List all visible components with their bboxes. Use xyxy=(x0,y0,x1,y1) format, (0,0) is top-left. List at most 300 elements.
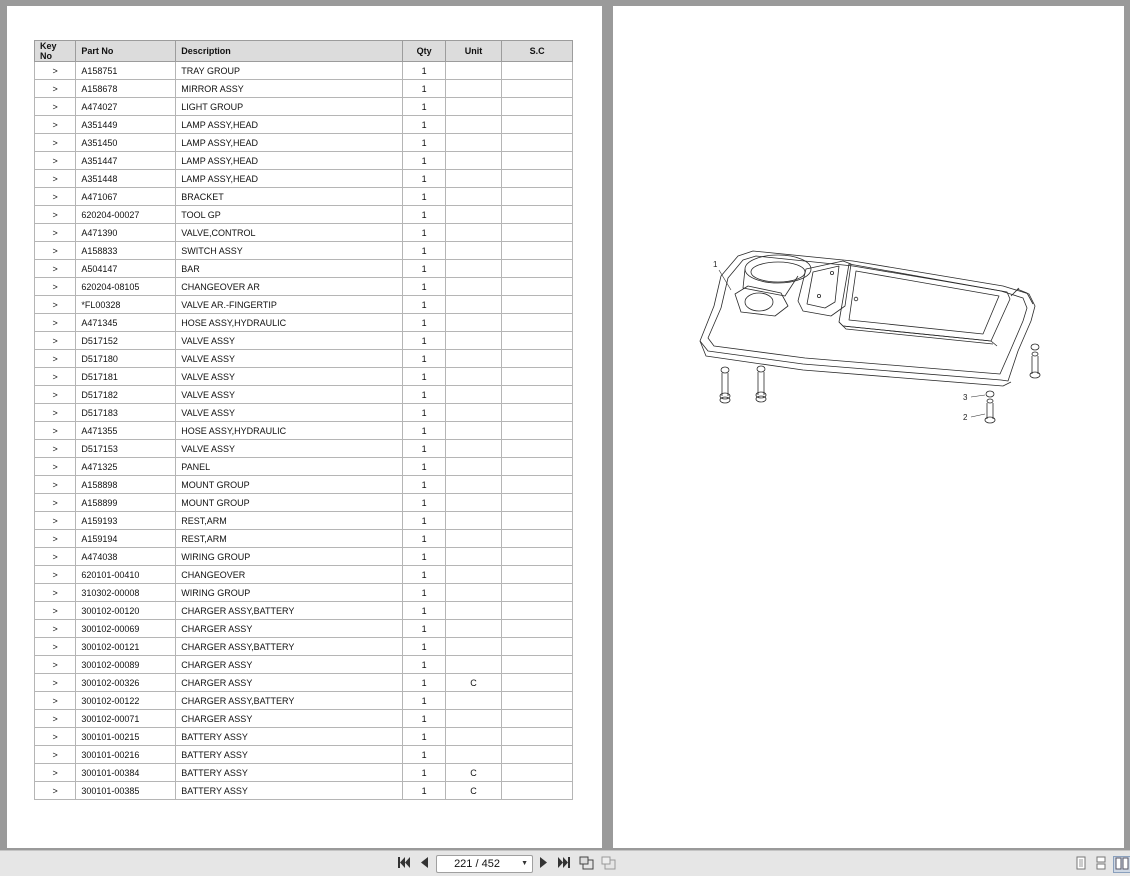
table-row xyxy=(35,764,573,782)
cell-key-no: > xyxy=(35,386,76,404)
cell-part-no: 620204-00027 xyxy=(76,206,176,224)
chevron-down-icon: ▼ xyxy=(521,860,528,867)
continuous-view-icon[interactable] xyxy=(1094,856,1108,871)
cell-qty: 1 xyxy=(403,476,445,494)
cell-unit xyxy=(445,548,502,566)
cell-sc xyxy=(502,422,573,440)
table-row xyxy=(35,584,573,602)
header-key-no: Key No xyxy=(35,41,76,62)
table-row xyxy=(35,512,573,530)
cell-unit xyxy=(445,152,502,170)
cell-unit xyxy=(445,512,502,530)
cell-part-no: 300101-00215 xyxy=(76,728,176,746)
cell-key-no: > xyxy=(35,764,76,782)
cell-key-no: > xyxy=(35,98,76,116)
cell-key-no: > xyxy=(35,296,76,314)
cell-part-no: 300102-00071 xyxy=(76,710,176,728)
cell-description: CHARGER ASSY xyxy=(176,710,403,728)
cell-qty: 1 xyxy=(403,422,445,440)
prev-page-icon[interactable] xyxy=(417,856,431,871)
table-row xyxy=(35,278,573,296)
cell-part-no: A471345 xyxy=(76,314,176,332)
cell-key-no: > xyxy=(35,206,76,224)
cell-unit xyxy=(445,80,502,98)
cell-description: VALVE ASSY xyxy=(176,332,403,350)
cell-part-no: A474038 xyxy=(76,548,176,566)
cell-qty: 1 xyxy=(403,404,445,422)
cell-key-no: > xyxy=(35,368,76,386)
table-row xyxy=(35,206,573,224)
cell-description: CHANGEOVER xyxy=(176,566,403,584)
cell-key-no: > xyxy=(35,116,76,134)
cell-key-no: > xyxy=(35,242,76,260)
cell-key-no: > xyxy=(35,656,76,674)
two-page-view-icon[interactable] xyxy=(1113,856,1130,873)
cell-part-no: D517152 xyxy=(76,332,176,350)
cell-part-no: D517181 xyxy=(76,368,176,386)
cell-unit xyxy=(445,116,502,134)
cell-unit: C xyxy=(445,782,502,800)
cell-sc xyxy=(502,260,573,278)
table-row xyxy=(35,476,573,494)
cell-part-no: A351447 xyxy=(76,152,176,170)
tray-inner-rim xyxy=(708,256,1027,374)
cell-description: VALVE ASSY xyxy=(176,350,403,368)
table-row xyxy=(35,152,573,170)
cell-sc xyxy=(502,728,573,746)
viewer-toolbar xyxy=(0,850,1130,876)
cell-sc xyxy=(502,206,573,224)
cell-description: BATTERY ASSY xyxy=(176,782,403,800)
cell-sc xyxy=(502,584,573,602)
cell-description: LIGHT GROUP xyxy=(176,98,403,116)
cell-unit xyxy=(445,584,502,602)
table-row xyxy=(35,548,573,566)
cell-qty: 1 xyxy=(403,764,445,782)
cell-sc xyxy=(502,62,573,80)
cell-key-no: > xyxy=(35,548,76,566)
cell-unit xyxy=(445,530,502,548)
cell-key-no: > xyxy=(35,332,76,350)
table-row xyxy=(35,386,573,404)
cell-qty: 1 xyxy=(403,224,445,242)
cell-sc xyxy=(502,602,573,620)
callout-label-1: 1 xyxy=(713,260,718,269)
page-number-select[interactable] xyxy=(436,855,533,873)
cell-description: TRAY GROUP xyxy=(176,62,403,80)
cell-unit xyxy=(445,134,502,152)
header-description: Description xyxy=(176,41,403,62)
cell-qty: 1 xyxy=(403,296,445,314)
cell-sc xyxy=(502,80,573,98)
table-row xyxy=(35,656,573,674)
table-row xyxy=(35,620,573,638)
table-row xyxy=(35,116,573,134)
cell-key-no: > xyxy=(35,422,76,440)
table-row xyxy=(35,368,573,386)
table-row xyxy=(35,638,573,656)
cell-description: BAR xyxy=(176,260,403,278)
table-row xyxy=(35,566,573,584)
cell-qty: 1 xyxy=(403,746,445,764)
cell-sc xyxy=(502,314,573,332)
cell-description: VALVE ASSY xyxy=(176,440,403,458)
cell-key-no: > xyxy=(35,278,76,296)
cell-key-no: > xyxy=(35,728,76,746)
tray-compartment xyxy=(839,264,1010,341)
round-recess xyxy=(745,293,773,311)
cell-qty: 1 xyxy=(403,206,445,224)
cell-unit xyxy=(445,386,502,404)
cell-description: VALVE AR.-FINGERTIP xyxy=(176,296,403,314)
cell-qty: 1 xyxy=(403,80,445,98)
cell-part-no: 310302-00008 xyxy=(76,584,176,602)
cell-unit xyxy=(445,710,502,728)
cell-key-no: > xyxy=(35,602,76,620)
cell-key-no: > xyxy=(35,692,76,710)
cell-unit xyxy=(445,260,502,278)
cell-qty: 1 xyxy=(403,116,445,134)
cell-key-no: > xyxy=(35,260,76,278)
cell-sc xyxy=(502,278,573,296)
cell-part-no: A158898 xyxy=(76,476,176,494)
cell-key-no: > xyxy=(35,494,76,512)
cell-qty: 1 xyxy=(403,350,445,368)
cell-part-no: *FL00328 xyxy=(76,296,176,314)
cell-description: VALVE ASSY xyxy=(176,404,403,422)
rotate-icon[interactable] xyxy=(578,856,594,871)
cell-sc xyxy=(502,170,573,188)
cell-sc xyxy=(502,530,573,548)
cell-unit xyxy=(445,98,502,116)
cell-qty: 1 xyxy=(403,152,445,170)
cell-description: BRACKET xyxy=(176,188,403,206)
right-page xyxy=(613,6,1124,848)
cell-description: MIRROR ASSY xyxy=(176,80,403,98)
cell-sc xyxy=(502,710,573,728)
cell-unit xyxy=(445,602,502,620)
first-page-icon[interactable] xyxy=(396,856,412,871)
header-sc: S.C xyxy=(502,41,573,62)
cell-qty: 1 xyxy=(403,620,445,638)
cell-unit xyxy=(445,458,502,476)
cell-description: CHARGER ASSY xyxy=(176,620,403,638)
cell-sc xyxy=(502,368,573,386)
cup-holder xyxy=(745,255,811,283)
cell-sc xyxy=(502,404,573,422)
cell-description: BATTERY ASSY xyxy=(176,764,403,782)
cell-part-no: A471355 xyxy=(76,422,176,440)
table-row xyxy=(35,296,573,314)
cell-description: MOUNT GROUP xyxy=(176,494,403,512)
cell-qty: 1 xyxy=(403,368,445,386)
table-row xyxy=(35,746,573,764)
cell-description: BATTERY ASSY xyxy=(176,728,403,746)
cell-unit xyxy=(445,242,502,260)
cell-key-no: > xyxy=(35,530,76,548)
exploded-parts-diagram xyxy=(613,6,1124,848)
table-row xyxy=(35,242,573,260)
cell-qty: 1 xyxy=(403,728,445,746)
cell-part-no: 620204-08105 xyxy=(76,278,176,296)
cell-unit xyxy=(445,494,502,512)
cell-description: LAMP ASSY,HEAD xyxy=(176,134,403,152)
cell-sc xyxy=(502,476,573,494)
cell-key-no: > xyxy=(35,512,76,530)
table-row xyxy=(35,80,573,98)
cell-description: BATTERY ASSY xyxy=(176,746,403,764)
cell-part-no: 300101-00216 xyxy=(76,746,176,764)
parts-table xyxy=(34,40,573,800)
cell-unit: C xyxy=(445,764,502,782)
cell-sc xyxy=(502,692,573,710)
cell-sc xyxy=(502,242,573,260)
cell-qty: 1 xyxy=(403,584,445,602)
cell-sc xyxy=(502,386,573,404)
cell-sc xyxy=(502,494,573,512)
cell-qty: 1 xyxy=(403,458,445,476)
cell-qty: 1 xyxy=(403,782,445,800)
table-row xyxy=(35,692,573,710)
cell-unit xyxy=(445,746,502,764)
cell-unit xyxy=(445,368,502,386)
table-row xyxy=(35,404,573,422)
cell-description: REST,ARM xyxy=(176,530,403,548)
cell-part-no: D517180 xyxy=(76,350,176,368)
table-row xyxy=(35,458,573,476)
bolt-left xyxy=(720,367,730,403)
cell-key-no: > xyxy=(35,782,76,800)
cell-sc xyxy=(502,782,573,800)
cell-qty: 1 xyxy=(403,674,445,692)
bolt-right-bottom xyxy=(985,391,995,423)
left-page xyxy=(7,6,602,848)
cell-unit xyxy=(445,476,502,494)
cell-key-no: > xyxy=(35,404,76,422)
cell-part-no: A158678 xyxy=(76,80,176,98)
cell-unit xyxy=(445,728,502,746)
cell-part-no: 300102-00326 xyxy=(76,674,176,692)
cell-key-no: > xyxy=(35,710,76,728)
table-row xyxy=(35,530,573,548)
header-part-no: Part No xyxy=(76,41,176,62)
table-row xyxy=(35,728,573,746)
cell-sc xyxy=(502,350,573,368)
cell-sc xyxy=(502,134,573,152)
cell-qty: 1 xyxy=(403,494,445,512)
cell-unit xyxy=(445,296,502,314)
cell-qty: 1 xyxy=(403,602,445,620)
cell-part-no: 620101-00410 xyxy=(76,566,176,584)
cell-part-no: A351450 xyxy=(76,134,176,152)
cell-sc xyxy=(502,332,573,350)
cell-qty: 1 xyxy=(403,566,445,584)
cell-sc xyxy=(502,296,573,314)
cell-description: CHARGER ASSY xyxy=(176,674,403,692)
cell-description: VALVE ASSY xyxy=(176,386,403,404)
cell-description: CHARGER ASSY,BATTERY xyxy=(176,692,403,710)
cell-key-no: > xyxy=(35,440,76,458)
tray-base-line xyxy=(700,341,1011,386)
cell-description: VALVE,CONTROL xyxy=(176,224,403,242)
cell-qty: 1 xyxy=(403,386,445,404)
cell-description: WIRING GROUP xyxy=(176,584,403,602)
cell-unit xyxy=(445,620,502,638)
cell-description: LAMP ASSY,HEAD xyxy=(176,152,403,170)
cell-unit xyxy=(445,692,502,710)
cell-qty: 1 xyxy=(403,548,445,566)
cell-description: LAMP ASSY,HEAD xyxy=(176,116,403,134)
cell-part-no: 300101-00384 xyxy=(76,764,176,782)
cell-part-no: A158833 xyxy=(76,242,176,260)
cell-part-no: A471067 xyxy=(76,188,176,206)
cell-unit xyxy=(445,170,502,188)
bolt-center xyxy=(756,366,766,402)
cell-part-no: A158751 xyxy=(76,62,176,80)
cell-qty: 1 xyxy=(403,260,445,278)
table-row xyxy=(35,98,573,116)
table-row xyxy=(35,332,573,350)
cell-key-no: > xyxy=(35,746,76,764)
cell-unit xyxy=(445,638,502,656)
cell-part-no: 300102-00069 xyxy=(76,620,176,638)
cell-sc xyxy=(502,152,573,170)
cell-part-no: A159194 xyxy=(76,530,176,548)
table-row xyxy=(35,62,573,80)
cell-qty: 1 xyxy=(403,332,445,350)
table-row xyxy=(35,710,573,728)
cell-unit xyxy=(445,404,502,422)
header-unit: Unit xyxy=(445,41,502,62)
cell-description: CHARGER ASSY,BATTERY xyxy=(176,602,403,620)
cell-key-no: > xyxy=(35,152,76,170)
cell-unit xyxy=(445,332,502,350)
cell-description: SWITCH ASSY xyxy=(176,242,403,260)
table-row xyxy=(35,440,573,458)
cell-part-no: D517183 xyxy=(76,404,176,422)
cell-key-no: > xyxy=(35,638,76,656)
cell-qty: 1 xyxy=(403,62,445,80)
cell-part-no: A158899 xyxy=(76,494,176,512)
single-page-view-icon[interactable] xyxy=(1074,856,1088,871)
table-row xyxy=(35,314,573,332)
cell-sc xyxy=(502,440,573,458)
last-page-icon[interactable] xyxy=(556,856,572,871)
table-header-row xyxy=(35,41,573,62)
cell-qty: 1 xyxy=(403,512,445,530)
cell-sc xyxy=(502,548,573,566)
table-row xyxy=(35,224,573,242)
cell-part-no: 300102-00121 xyxy=(76,638,176,656)
cell-key-no: > xyxy=(35,566,76,584)
bolt-right-top xyxy=(1030,344,1040,378)
cell-key-no: > xyxy=(35,62,76,80)
cell-sc xyxy=(502,746,573,764)
table-row xyxy=(35,260,573,278)
cell-key-no: > xyxy=(35,80,76,98)
cell-qty: 1 xyxy=(403,692,445,710)
cell-key-no: > xyxy=(35,224,76,242)
cell-qty: 1 xyxy=(403,314,445,332)
cell-key-no: > xyxy=(35,170,76,188)
cell-unit xyxy=(445,62,502,80)
cell-qty: 1 xyxy=(403,242,445,260)
cell-description: VALVE ASSY xyxy=(176,368,403,386)
cell-sc xyxy=(502,512,573,530)
cell-key-no: > xyxy=(35,134,76,152)
cell-key-no: > xyxy=(35,674,76,692)
cell-key-no: > xyxy=(35,350,76,368)
callout-label-2: 2 xyxy=(963,413,968,422)
cell-part-no: A351448 xyxy=(76,170,176,188)
callout-label-3: 3 xyxy=(963,393,968,402)
cell-description: MOUNT GROUP xyxy=(176,476,403,494)
cell-sc xyxy=(502,458,573,476)
tray-outline xyxy=(700,251,1035,381)
cell-description: CHARGER ASSY xyxy=(176,656,403,674)
cell-unit xyxy=(445,566,502,584)
page-indicator: 221 / 452 xyxy=(454,858,500,870)
table-row xyxy=(35,134,573,152)
cell-sc xyxy=(502,116,573,134)
table-row xyxy=(35,602,573,620)
cell-description: LAMP ASSY,HEAD xyxy=(176,170,403,188)
cell-part-no: A471325 xyxy=(76,458,176,476)
cell-key-no: > xyxy=(35,314,76,332)
split-icon[interactable] xyxy=(600,856,616,871)
cell-unit xyxy=(445,422,502,440)
cell-sc xyxy=(502,656,573,674)
header-qty: Qty xyxy=(403,41,445,62)
cell-qty: 1 xyxy=(403,530,445,548)
cell-qty: 1 xyxy=(403,98,445,116)
cell-sc xyxy=(502,98,573,116)
cell-sc xyxy=(502,764,573,782)
cell-qty: 1 xyxy=(403,440,445,458)
cell-part-no: D517153 xyxy=(76,440,176,458)
cell-description: REST,ARM xyxy=(176,512,403,530)
table-row xyxy=(35,350,573,368)
cell-description: WIRING GROUP xyxy=(176,548,403,566)
cell-unit xyxy=(445,188,502,206)
cell-sc xyxy=(502,188,573,206)
cell-part-no: A159193 xyxy=(76,512,176,530)
cell-description: PANEL xyxy=(176,458,403,476)
cell-unit xyxy=(445,656,502,674)
table-row xyxy=(35,188,573,206)
table-row xyxy=(35,422,573,440)
cell-key-no: > xyxy=(35,458,76,476)
next-page-icon[interactable] xyxy=(537,856,551,871)
cell-part-no: A474027 xyxy=(76,98,176,116)
cell-key-no: > xyxy=(35,620,76,638)
cell-part-no: 300101-00385 xyxy=(76,782,176,800)
table-row xyxy=(35,674,573,692)
cell-part-no: 300102-00089 xyxy=(76,656,176,674)
cell-description: CHARGER ASSY,BATTERY xyxy=(176,638,403,656)
cell-unit xyxy=(445,278,502,296)
cell-unit xyxy=(445,206,502,224)
cell-qty: 1 xyxy=(403,656,445,674)
cell-description: HOSE ASSY,HYDRAULIC xyxy=(176,314,403,332)
table-row xyxy=(35,494,573,512)
cell-qty: 1 xyxy=(403,278,445,296)
cell-unit xyxy=(445,440,502,458)
cell-qty: 1 xyxy=(403,188,445,206)
cell-qty: 1 xyxy=(403,170,445,188)
cell-part-no: A504147 xyxy=(76,260,176,278)
cell-description: CHANGEOVER AR xyxy=(176,278,403,296)
